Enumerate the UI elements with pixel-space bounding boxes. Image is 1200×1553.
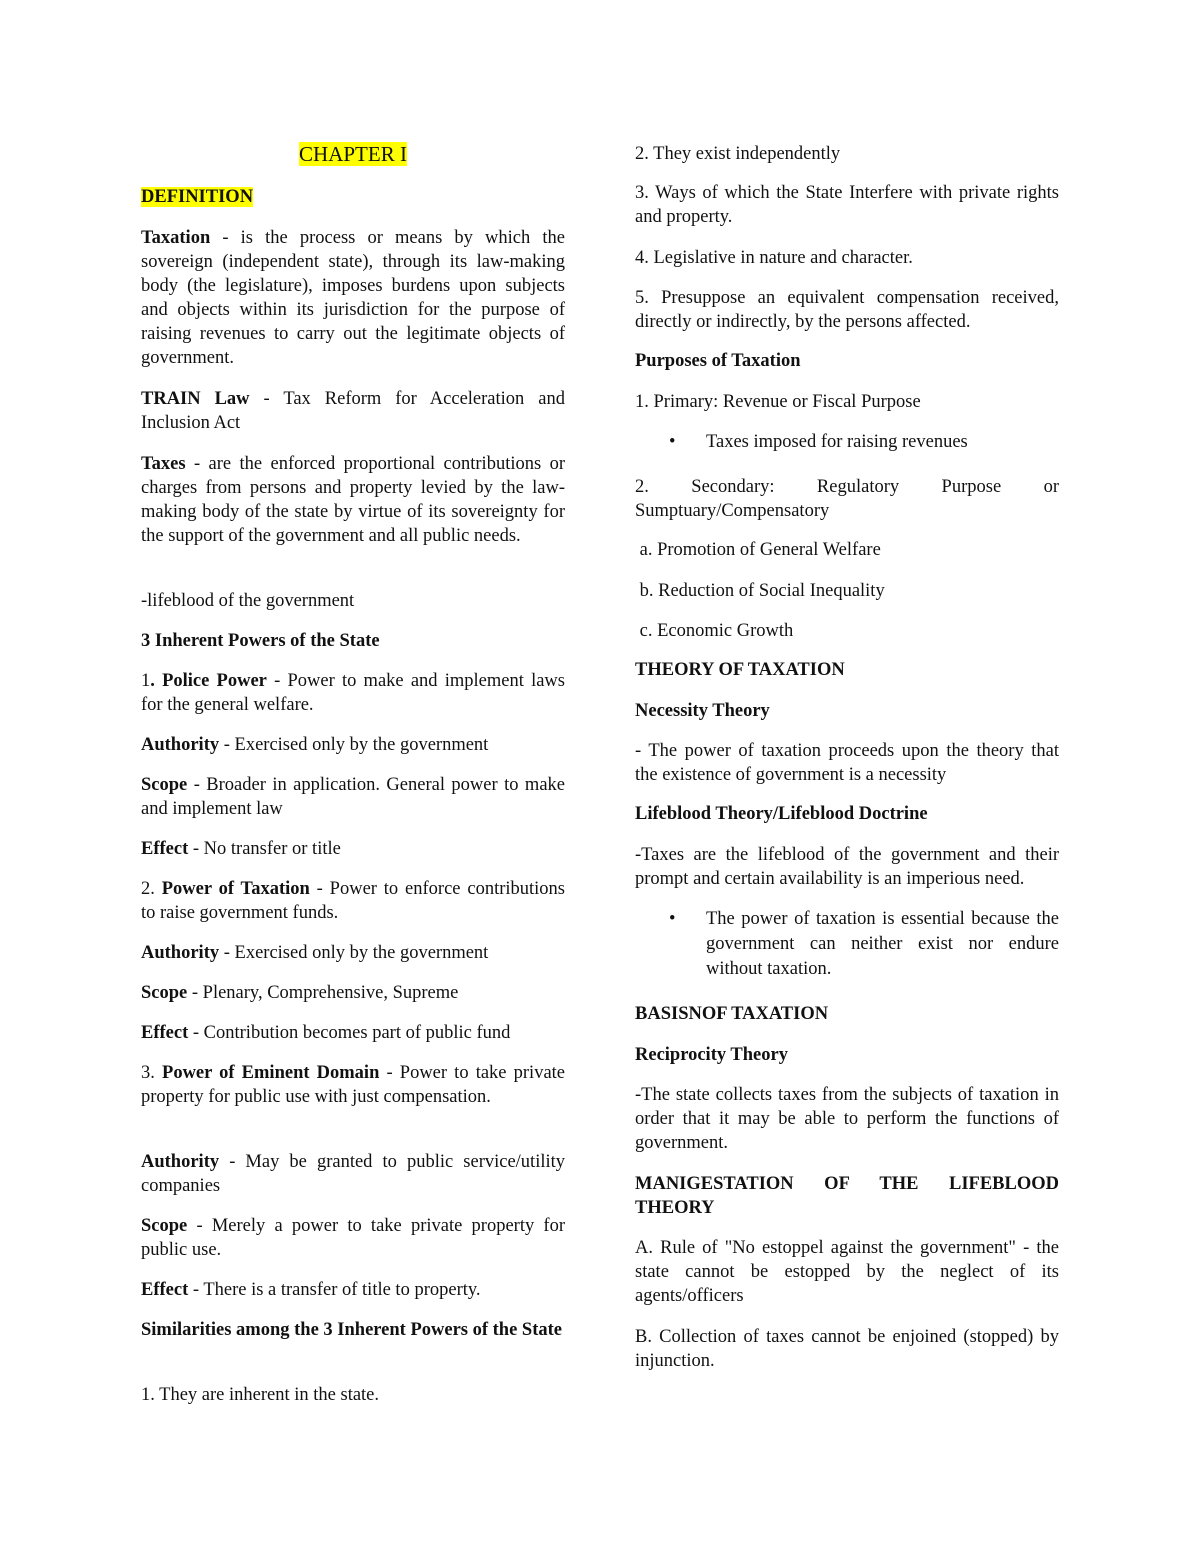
eminent-effect-term: Effect bbox=[141, 1280, 189, 1300]
police-scope-term: Scope bbox=[141, 775, 188, 795]
chapter-title bbox=[141, 142, 565, 166]
taxation-scope bbox=[141, 981, 565, 1005]
secondary-purpose: 2. Secondary: Regulatory Purpose or Sumptuary/Compensatory bbox=[635, 477, 1059, 521]
powers-heading: 3 Inherent Powers of the State bbox=[141, 631, 380, 651]
manifestation-heading: MANIGESTATION OF THE LIFEBLOOD THEORY bbox=[635, 1174, 1059, 1218]
secondary-item-b: b. Reduction of Social Inequality bbox=[635, 581, 885, 601]
taxation-authority-def: - Exercised only by the government bbox=[219, 943, 489, 963]
similarity-item-4: 4. Legislative in nature and character. bbox=[635, 248, 913, 268]
police-scope bbox=[141, 773, 565, 821]
purposes-heading: Purposes of Taxation bbox=[635, 351, 801, 371]
basis-heading: BASISNOF TAXATION bbox=[635, 1004, 829, 1024]
police-authority-def: - Exercised only by the government bbox=[219, 735, 489, 755]
police-def: - Power to make and implement laws for the general welfare. bbox=[141, 671, 565, 715]
taxation-effect-term: Effect bbox=[141, 1023, 189, 1043]
lifeblood-note: -lifeblood of the government bbox=[141, 591, 355, 611]
eminent-domain bbox=[141, 1061, 565, 1109]
taxation-power-num: 2. bbox=[141, 879, 162, 899]
secondary-item-a: a. Promotion of General Welfare bbox=[635, 540, 881, 560]
taxation-def: - is the process or means by which the sovereign (independent state), through its law-making body (the legislature), imposes burdens upon subjects and objects within its jurisdiction for the purpose of raising revenues to carry out the legitimate objects of government. bbox=[141, 228, 565, 368]
similarity-item-3: 3. Ways of which the State Interfere with private rights and property. bbox=[635, 183, 1059, 227]
taxation-effect bbox=[141, 1021, 565, 1045]
eminent-scope-term: Scope bbox=[141, 1216, 188, 1236]
primary-bullet-text: Taxes imposed for raising revenues bbox=[706, 432, 968, 452]
primary-bullet-item bbox=[635, 430, 1059, 454]
taxation-effect-def: - Contribution becomes part of public fund bbox=[188, 1023, 511, 1043]
police-scope-def: - Broader in application. General power to make and implement law bbox=[141, 775, 565, 819]
similarity-item-5: 5. Presuppose an equivalent compensation received, directly or indirectly, by the persons affected. bbox=[635, 288, 1059, 332]
eminent-effect bbox=[141, 1278, 565, 1302]
taxation-scope-def: - Plenary, Comprehensive, Supreme bbox=[187, 983, 459, 1003]
train-law-definition bbox=[141, 387, 565, 435]
taxes-def: - are the enforced proportional contributions or charges from persons and property levied by the law-making body of the state by virtue of its sovereignty for the support of the government and all public needs. bbox=[141, 454, 565, 546]
eminent-authority-def: - May be granted to public service/utility companies bbox=[141, 1152, 565, 1196]
police-authority bbox=[141, 733, 565, 757]
taxation-power-term: Power of Taxation bbox=[161, 879, 310, 899]
taxation-power-def: - Power to enforce contributions to raise government funds. bbox=[141, 879, 565, 923]
taxation-authority-term: Authority bbox=[141, 943, 220, 963]
rule-b: B. Collection of taxes cannot be enjoined (stopped) by injunction. bbox=[635, 1327, 1059, 1371]
taxation-scope-term: Scope bbox=[141, 983, 188, 1003]
police-effect-term: Effect bbox=[141, 839, 189, 859]
taxation-power bbox=[141, 877, 565, 925]
similarities-heading: Similarities among the 3 Inherent Powers of the State bbox=[141, 1320, 562, 1340]
eminent-scope-def: - Merely a power to take private property for public use. bbox=[141, 1216, 565, 1260]
eminent-scope bbox=[141, 1214, 565, 1262]
bullet-icon: • bbox=[669, 909, 676, 929]
taxation-definition bbox=[141, 226, 565, 370]
lifeblood-bullet-text: The power of taxation is essential because the government can neither exist nor endure without taxation. bbox=[706, 909, 1059, 979]
eminent-effect-def: - There is a transfer of title to property. bbox=[188, 1280, 481, 1300]
eminent-authority bbox=[141, 1150, 565, 1198]
taxation-authority bbox=[141, 941, 565, 965]
primary-purpose: 1. Primary: Revenue or Fiscal Purpose bbox=[635, 392, 921, 412]
lifeblood-bullet-item bbox=[635, 907, 1059, 979]
secondary-item-c: c. Economic Growth bbox=[635, 621, 794, 641]
eminent-num: 3. bbox=[141, 1063, 163, 1083]
taxation-term: Taxation bbox=[141, 228, 211, 248]
similarity-item-1: 1. They are inherent in the state. bbox=[141, 1385, 380, 1405]
taxes-definition bbox=[141, 452, 565, 548]
eminent-term: Power of Eminent Domain bbox=[162, 1063, 380, 1083]
necessity-heading: Necessity Theory bbox=[635, 701, 770, 721]
train-def: - Tax Reform for Acceleration and Inclusion Act bbox=[141, 389, 565, 433]
lifeblood-def: -Taxes are the lifeblood of the government and their prompt and certain availability is an imperious need. bbox=[635, 845, 1059, 889]
lifeblood-heading: Lifeblood Theory/Lifeblood Doctrine bbox=[635, 804, 928, 824]
police-num: 1 bbox=[141, 671, 151, 691]
reciprocity-def: -The state collects taxes from the subjects of taxation in order that it may be able to perform the functions of government. bbox=[635, 1085, 1059, 1153]
similarity-item-2: 2. They exist independently bbox=[635, 144, 841, 164]
necessity-def: - The power of taxation proceeds upon the theory that the existence of government is a necessity bbox=[635, 741, 1059, 785]
police-effect bbox=[141, 837, 565, 861]
definition-heading bbox=[141, 185, 565, 209]
taxes-term: Taxes bbox=[141, 454, 186, 474]
police-term: . Police Power bbox=[150, 671, 267, 691]
police-effect-def: - No transfer or title bbox=[188, 839, 341, 859]
rule-a: A. Rule of "No estoppel against the government" - the state cannot be estopped by the neglect of its agents/officers bbox=[635, 1238, 1059, 1306]
police-power bbox=[141, 669, 565, 717]
train-term: TRAIN Law bbox=[141, 389, 250, 409]
reciprocity-heading: Reciprocity Theory bbox=[635, 1045, 788, 1065]
bullet-icon: • bbox=[669, 432, 676, 452]
eminent-authority-term: Authority bbox=[141, 1152, 220, 1172]
police-authority-term: Authority bbox=[141, 735, 220, 755]
theory-heading: THEORY OF TAXATION bbox=[635, 660, 845, 680]
eminent-def: - Power to take private property for public use with just compensation. bbox=[141, 1063, 566, 1107]
chapter-title-text: CHAPTER I bbox=[299, 142, 407, 166]
definition-heading-text: DEFINITION bbox=[141, 187, 254, 207]
